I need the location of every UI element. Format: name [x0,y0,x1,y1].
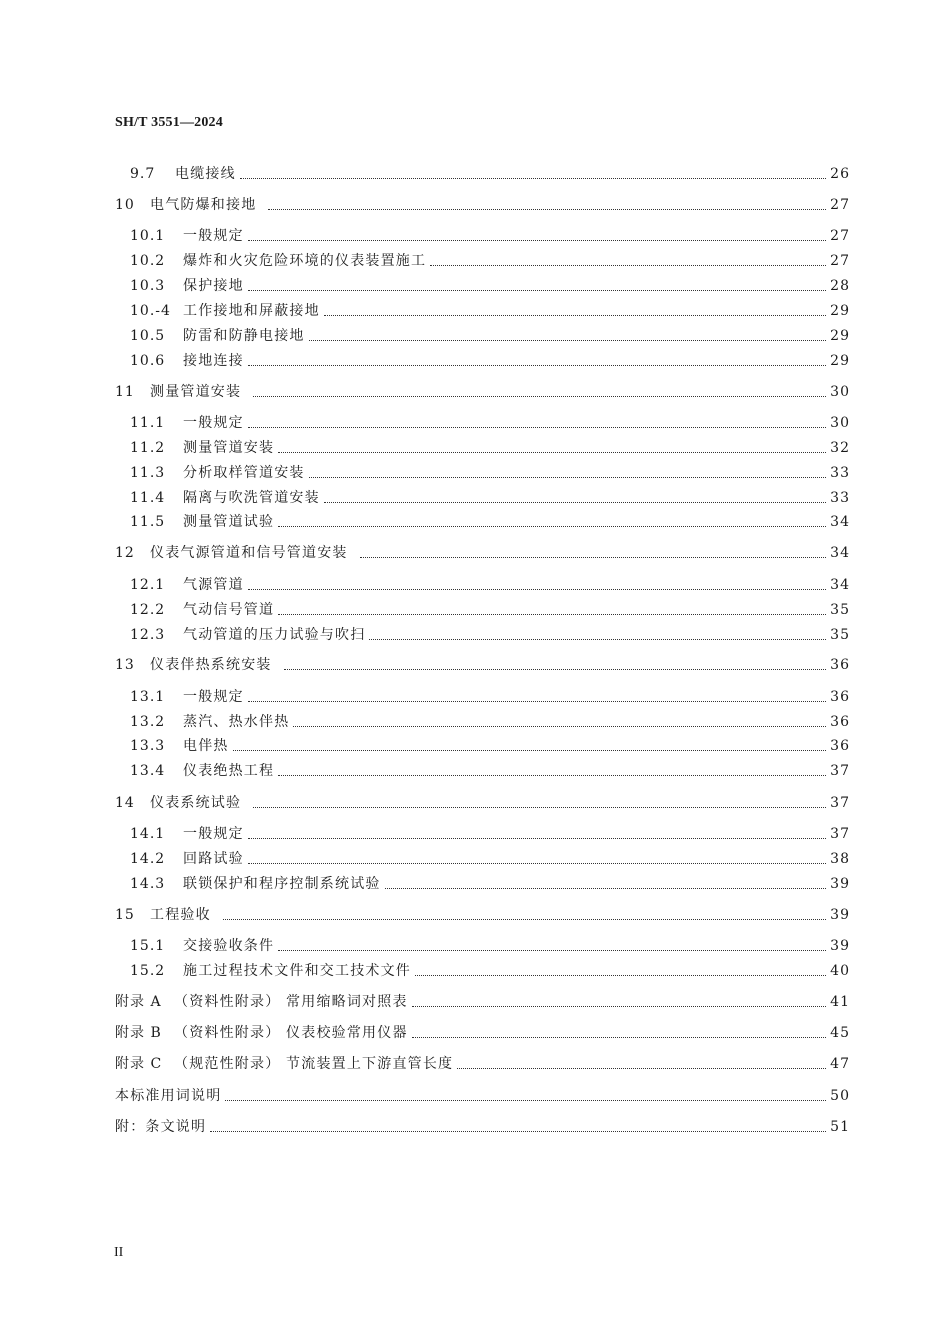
toc-entry-number: 14 [115,795,135,811]
toc-leader-dots [240,178,826,179]
toc-entry-number: 11.5 [130,514,166,530]
toc-entry-page: 38 [830,851,850,867]
toc-entry-page: 35 [830,627,850,643]
toc-entry-page: 34 [830,577,850,593]
toc-leader-dots [233,750,826,751]
toc-leader-dots [223,919,826,920]
toc-entry-page: 26 [830,166,850,182]
toc-leader-dots [324,315,826,316]
toc-leader-dots [412,1037,826,1038]
toc-entry[interactable] [0,225,950,247]
toc-entry[interactable] [0,735,950,757]
toc-entry[interactable] [0,991,950,1013]
table-of-contents [0,160,950,1150]
toc-entry[interactable] [0,1022,950,1044]
toc-entry-page: 36 [830,689,850,705]
toc-leader-dots [385,888,826,889]
toc-entry-page: 39 [830,876,850,892]
toc-entry-number: 13.2 [130,714,166,730]
toc-entry-page: 45 [830,1025,850,1041]
toc-entry-title: 一般规定 [183,689,244,705]
toc-entry-title: 施工过程技术文件和交工技术文件 [183,963,411,979]
toc-entry-number: 10 [115,197,135,213]
toc-leader-dots [253,807,826,808]
toc-leader-dots [324,502,826,503]
toc-entry-number: 15.1 [130,938,166,954]
toc-entry-number: 9.7 [130,166,156,182]
toc-entry[interactable] [0,624,950,646]
toc-entry[interactable] [0,462,950,484]
toc-leader-dots [253,396,826,397]
toc-entry-title: 工程验收 [150,907,211,923]
toc-entry[interactable] [0,574,950,596]
toc-leader-dots [248,838,826,839]
toc-entry[interactable] [0,654,950,676]
toc-leader-dots [210,1131,826,1132]
toc-entry-page: 36 [830,657,850,673]
toc-entry-page: 50 [830,1088,850,1104]
document-code: SH/T 3551—2024 [115,115,223,130]
toc-entry-page: 37 [830,795,850,811]
toc-leader-dots [430,265,826,266]
toc-entry-title: 仪表系统试验 [150,795,242,811]
toc-entry-number: 14.3 [130,876,166,892]
toc-entry-title: 蒸汽、热水伴热 [183,714,290,730]
toc-entry-number: 11 [115,384,135,400]
toc-entry-number: 14.2 [130,851,166,867]
toc-entry-title: 仪表伴热系统安装 [150,657,272,673]
toc-entry[interactable] [0,487,950,509]
toc-entry-number: 10.6 [130,353,166,369]
toc-entry-title: 爆炸和火灾危险环境的仪表装置施工 [183,253,427,269]
toc-leader-dots [360,557,826,558]
toc-entry[interactable] [0,412,950,434]
toc-leader-dots [248,365,826,366]
toc-entry-number: 12.3 [130,627,166,643]
toc-entry-number: 附录 A [115,994,162,1010]
toc-entry-page: 33 [830,465,850,481]
toc-entry-title: 交接验收条件 [183,938,275,954]
toc-entry-page: 51 [830,1119,850,1135]
toc-entry-page: 34 [830,545,850,561]
toc-entry-page: 27 [830,197,850,213]
toc-entry-number: 14.1 [130,826,166,842]
toc-leader-dots [225,1100,826,1101]
toc-leader-dots [278,452,826,453]
toc-leader-dots [268,209,826,210]
toc-entry[interactable] [0,711,950,733]
toc-entry-number: 11.2 [130,440,166,456]
toc-entry-title: 一般规定 [183,826,244,842]
toc-entry[interactable] [0,300,950,322]
toc-entry-number: 15.2 [130,963,166,979]
toc-entry-title: 气动管道的压力试验与吹扫 [183,627,366,643]
toc-entry-title: 测量管道试验 [183,514,275,530]
toc-leader-dots [248,240,826,241]
toc-entry[interactable] [0,686,950,708]
toc-leader-dots [309,340,826,341]
toc-entry-page: 30 [830,415,850,431]
toc-entry-title: 附：条文说明 [115,1119,207,1135]
toc-entry-number: 13.4 [130,763,166,779]
toc-entry-number: 11.1 [130,415,166,431]
toc-leader-dots [248,701,826,702]
toc-leader-dots [248,427,826,428]
toc-entry[interactable] [0,599,950,621]
toc-leader-dots [369,639,826,640]
toc-entry-number: 附录 C [115,1056,163,1072]
toc-entry-number: 10.5 [130,328,166,344]
toc-entry-page: 29 [830,353,850,369]
toc-leader-dots [278,775,826,776]
toc-entry-page: 27 [830,228,850,244]
toc-entry-title: 工作接地和屏蔽接地 [183,303,320,319]
toc-entry-page: 37 [830,826,850,842]
toc-entry-page: 33 [830,490,850,506]
toc-entry-title: 气源管道 [183,577,244,593]
toc-entry-page: 29 [830,303,850,319]
toc-entry-page: 35 [830,602,850,618]
toc-entry[interactable] [0,381,950,403]
toc-entry-title: （资料性附录） 常用缩略词对照表 [174,994,408,1010]
toc-entry-page: 39 [830,938,850,954]
toc-entry-number: 12.2 [130,602,166,618]
toc-entry-number: 13.3 [130,738,166,754]
toc-entry-title: 电缆接线 [175,166,236,182]
toc-entry[interactable] [0,163,950,185]
toc-entry-page: 39 [830,907,850,923]
toc-entry-title: 接地连接 [183,353,244,369]
toc-entry-page: 27 [830,253,850,269]
toc-entry-number: 12.1 [130,577,166,593]
toc-leader-dots [278,614,826,615]
toc-entry-number: 15 [115,907,135,923]
toc-entry-number: 13.1 [130,689,166,705]
toc-leader-dots [415,975,826,976]
toc-entry-title: 本标准用词说明 [115,1088,222,1104]
toc-entry-title: （资料性附录） 仪表校验常用仪器 [174,1025,408,1041]
toc-entry-title: 电气防爆和接地 [150,197,257,213]
toc-entry-title: 仪表气源管道和信号管道安装 [150,545,348,561]
toc-leader-dots [457,1068,826,1069]
toc-entry[interactable] [0,1053,950,1075]
toc-entry-title: （规范性附录） 节流装置上下游直管长度 [174,1056,454,1072]
toc-entry[interactable] [0,437,950,459]
toc-leader-dots [278,950,826,951]
toc-entry[interactable] [0,935,950,957]
toc-entry[interactable] [0,194,950,216]
toc-entry[interactable] [0,760,950,782]
toc-leader-dots [412,1006,826,1007]
toc-entry-page: 34 [830,514,850,530]
toc-leader-dots [284,669,826,670]
toc-entry-title: 保护接地 [183,278,244,294]
toc-entry-title: 仪表绝热工程 [183,763,275,779]
toc-entry-page: 36 [830,738,850,754]
toc-entry-number: 11.3 [130,465,166,481]
toc-leader-dots [248,863,826,864]
toc-entry-title: 联锁保护和程序控制系统试验 [183,876,381,892]
toc-entry-number: 12 [115,545,135,561]
toc-entry-page: 32 [830,440,850,456]
toc-leader-dots [293,726,826,727]
toc-entry-title: 测量管道安装 [183,440,275,456]
toc-entry[interactable] [0,960,950,982]
toc-entry[interactable] [0,325,950,347]
toc-entry[interactable] [0,1116,950,1138]
toc-leader-dots [309,477,826,478]
toc-entry-title: 一般规定 [183,415,244,431]
toc-entry-number: 13 [115,657,135,673]
toc-entry-page: 47 [830,1056,850,1072]
toc-entry[interactable] [0,1085,950,1107]
toc-entry-number: 附录 B [115,1025,162,1041]
toc-entry-page: 41 [830,994,850,1010]
page-number: II [114,1245,124,1260]
toc-entry-number: 11.4 [130,490,166,506]
toc-entry[interactable] [0,904,950,926]
toc-entry[interactable] [0,848,950,870]
toc-entry-page: 37 [830,763,850,779]
toc-entry-page: 40 [830,963,850,979]
toc-entry[interactable] [0,792,950,814]
toc-entry-page: 30 [830,384,850,400]
toc-entry[interactable] [0,350,950,372]
toc-entry[interactable] [0,511,950,533]
toc-entry-title: 回路试验 [183,851,244,867]
toc-entry-page: 28 [830,278,850,294]
toc-entry-title: 分析取样管道安装 [183,465,305,481]
toc-entry-number: 10.3 [130,278,166,294]
toc-leader-dots [278,526,826,527]
toc-entry-title: 防雷和防静电接地 [183,328,305,344]
toc-entry-title: 电伴热 [183,738,229,754]
toc-entry-page: 29 [830,328,850,344]
toc-entry-title: 一般规定 [183,228,244,244]
toc-entry-number: 10.-4 [130,303,171,319]
toc-leader-dots [248,290,826,291]
toc-entry[interactable] [0,250,950,272]
toc-entry-number: 10.2 [130,253,166,269]
toc-entry-number: 10.1 [130,228,166,244]
toc-entry-title: 测量管道安装 [150,384,242,400]
toc-entry-title: 隔离与吹洗管道安装 [183,490,320,506]
toc-entry[interactable] [0,873,950,895]
toc-entry[interactable] [0,542,950,564]
toc-entry[interactable] [0,275,950,297]
toc-entry-page: 36 [830,714,850,730]
toc-entry-title: 气动信号管道 [183,602,275,618]
toc-leader-dots [248,589,826,590]
toc-entry[interactable] [0,823,950,845]
